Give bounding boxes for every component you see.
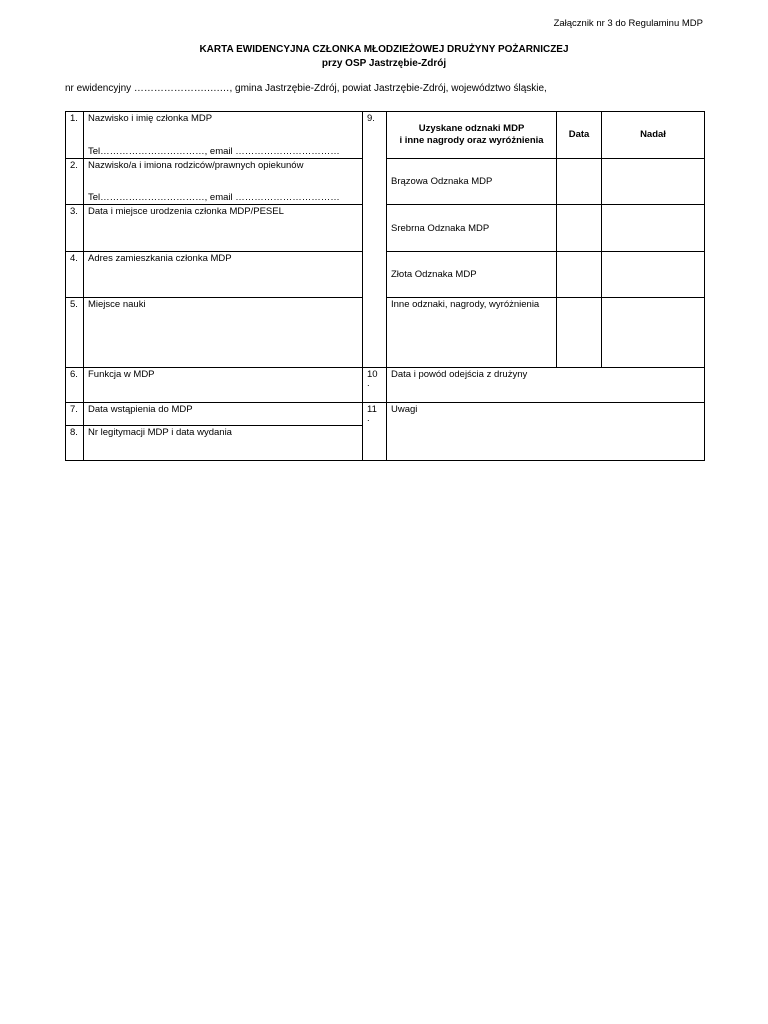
award-silver-date[interactable]: [557, 205, 602, 252]
awards-header-line-1: Uzyskane odznaki MDP: [418, 123, 525, 134]
departure-cell[interactable]: [387, 368, 705, 403]
field-7-label: Data wstąpienia do MDP: [88, 404, 193, 415]
award-bronze-issuer[interactable]: [602, 159, 705, 205]
field-4-label: Adres zamieszkania członka MDP: [88, 253, 232, 264]
field-3-number: 3.: [66, 205, 84, 252]
field-3-label: Data i miejsce urodzenia członka MDP/PESEL: [88, 206, 284, 217]
section-11-number-line-1: 11: [367, 404, 377, 415]
notes-cell[interactable]: [387, 403, 705, 461]
awards-col-data: Data: [557, 112, 602, 159]
field-2-number: 2.: [66, 159, 84, 205]
award-gold-date[interactable]: [557, 252, 602, 298]
awards-header-line-2: i inne nagrody oraz wyróżnienia: [399, 135, 544, 146]
registry-line: nr ewidencyjny ………………….….…, gmina Jastrzębie-Zdrój, powiat Jastrzębie-Zdrój, województwo śląskie,: [65, 83, 547, 94]
section-11-number-line-2: .: [367, 413, 370, 424]
field-5-number: 5.: [66, 298, 84, 368]
section-10-number-line-1: 10: [367, 369, 378, 380]
field-7-number: 7.: [66, 403, 84, 426]
award-row-bronze: Brązowa Odznaka MDP: [387, 159, 557, 205]
field-1-cell[interactable]: [84, 112, 363, 159]
section-10-number: [363, 368, 387, 403]
award-other-date[interactable]: [557, 298, 602, 368]
section-10-number-line-2: .: [367, 378, 370, 389]
award-gold-issuer[interactable]: [602, 252, 705, 298]
field-6-cell[interactable]: [84, 368, 363, 403]
awards-header: [387, 112, 557, 159]
field-7-cell[interactable]: [84, 403, 363, 426]
field-6-label: Funkcja w MDP: [88, 369, 155, 380]
field-1-label: Nazwisko i imię członka MDP: [88, 113, 213, 124]
field-1-contact: Tel……………………………, email ……………………………: [88, 146, 340, 157]
field-2-cell[interactable]: [84, 159, 363, 205]
member-record-table: [65, 111, 705, 461]
award-row-silver: Srebrna Odznaka MDP: [387, 205, 557, 252]
title-line-1: KARTA EWIDENCYJNA CZŁONKA MŁODZIEŻOWEJ DRUŻYNY POŻARNICZEJ: [199, 44, 569, 55]
field-3-cell[interactable]: [84, 205, 363, 252]
field-4-cell[interactable]: [84, 252, 363, 298]
departure-label: Data i powód odejścia z drużyny: [391, 369, 528, 380]
notes-label: Uwagi: [391, 404, 418, 415]
document-title: [0, 43, 768, 71]
award-silver-issuer[interactable]: [602, 205, 705, 252]
field-8-label: Nr legitymacji MDP i data wydania: [88, 427, 232, 438]
section-11-number: [363, 403, 387, 461]
field-5-cell[interactable]: [84, 298, 363, 368]
awards-col-nadal: Nadał: [602, 112, 705, 159]
field-6-number: 6.: [66, 368, 84, 403]
award-row-other: Inne odznaki, nagrody, wyróżnienia: [387, 298, 557, 368]
field-8-cell[interactable]: [84, 426, 363, 461]
section-9-number: 9.: [363, 112, 387, 368]
field-8-number: 8.: [66, 426, 84, 461]
award-bronze-date[interactable]: [557, 159, 602, 205]
field-5-label: Miejsce nauki: [88, 299, 146, 310]
field-2-label: Nazwisko/a i imiona rodziców/prawnych opiekunów: [88, 160, 304, 171]
award-row-gold: Złota Odznaka MDP: [387, 252, 557, 298]
title-line-2: przy OSP Jastrzębie-Zdrój: [321, 58, 447, 69]
award-other-issuer[interactable]: [602, 298, 705, 368]
field-1-number: 1.: [66, 112, 84, 159]
field-2-contact: Tel……………………………, email ……………………………: [88, 192, 340, 203]
annex-note: Załącznik nr 3 do Regulaminu MDP: [553, 18, 703, 29]
field-4-number: 4.: [66, 252, 84, 298]
